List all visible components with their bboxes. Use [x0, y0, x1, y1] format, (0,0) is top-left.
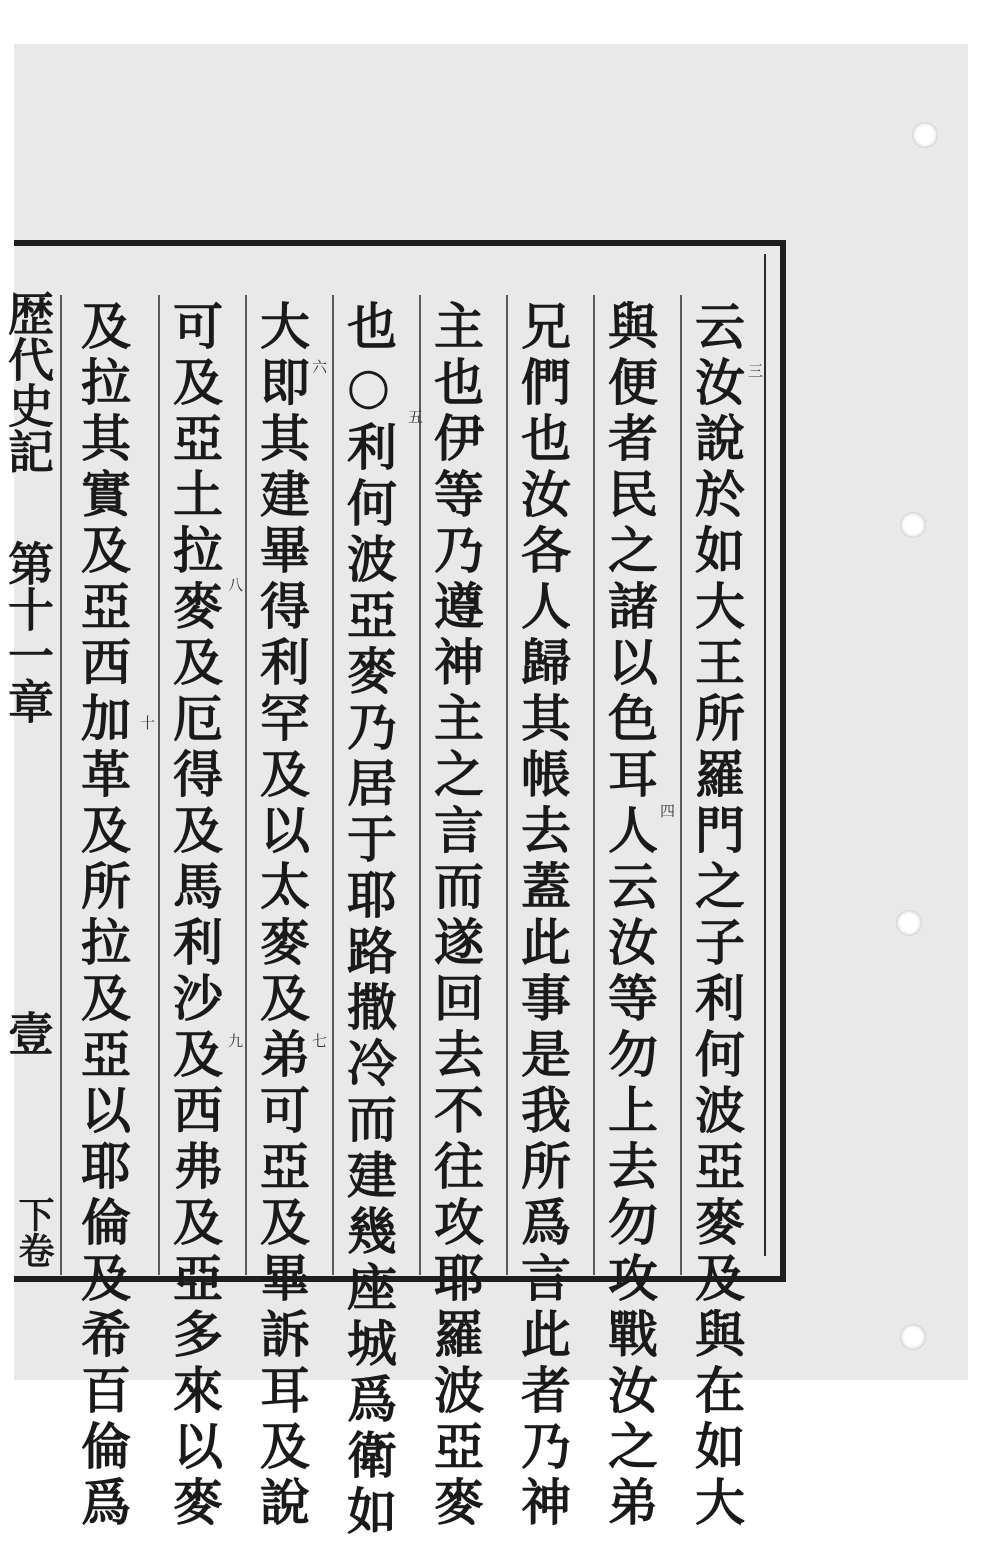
text-column-4: 主也伊等乃遵神主之言而遂回去不往攻耶羅波亞麥 [426, 300, 485, 1532]
verse-note: 九 [228, 1032, 244, 1050]
verse-note: 十 [140, 714, 156, 732]
text-column-8: 及拉其實及亞西加革及所拉及亞以耶倫及希百倫爲 [73, 300, 132, 1532]
punch-hole-icon [896, 910, 922, 936]
book-title: 歴代史記 [1, 290, 55, 474]
page-number: 壹 [1, 1010, 55, 1056]
verse-note: 六 [312, 358, 328, 376]
page-top-edge [14, 0, 968, 44]
verse-note: 四 [660, 802, 676, 820]
column-rule [506, 295, 508, 1275]
column-rule [680, 295, 682, 1275]
column-rule [419, 295, 421, 1275]
verse-note: 七 [312, 1032, 328, 1050]
column-rule [332, 295, 334, 1275]
column-rule [245, 295, 247, 1275]
text-column-5: 也○利何波亞麥乃居于耶路撒冷而建幾座城爲衛如 [339, 300, 398, 1541]
punch-hole-icon [900, 1324, 926, 1350]
text-column-1: 云汝說於如大王所羅門之子利何波亞麥及與在如大 [687, 300, 746, 1532]
text-column-7: 可及亞土拉麥及厄得及馬利沙及西弗及亞多來以麥 [165, 300, 224, 1532]
column-rule [593, 295, 595, 1275]
punch-hole-icon [912, 122, 938, 148]
text-column-2: 與便者民之諸以色耳人云汝等勿上去勿攻戰汝之弟 [600, 300, 659, 1532]
column-rule [158, 295, 160, 1275]
text-column-3: 兄們也汝各人歸其帳去蓋此事是我所爲言此者乃神 [513, 300, 572, 1532]
chapter-heading: 第十一章 [1, 540, 55, 724]
verse-note: 三 [748, 362, 764, 380]
text-column-6: 大即其建畢得利罕及以太麥及弟可亞及畢訴耳及說 [252, 300, 311, 1532]
punch-hole-icon [900, 512, 926, 538]
verse-note: 五 [408, 408, 424, 426]
column-rule [60, 295, 62, 1275]
verse-note: 八 [228, 576, 244, 594]
volume-label: 下卷 [13, 1196, 55, 1268]
